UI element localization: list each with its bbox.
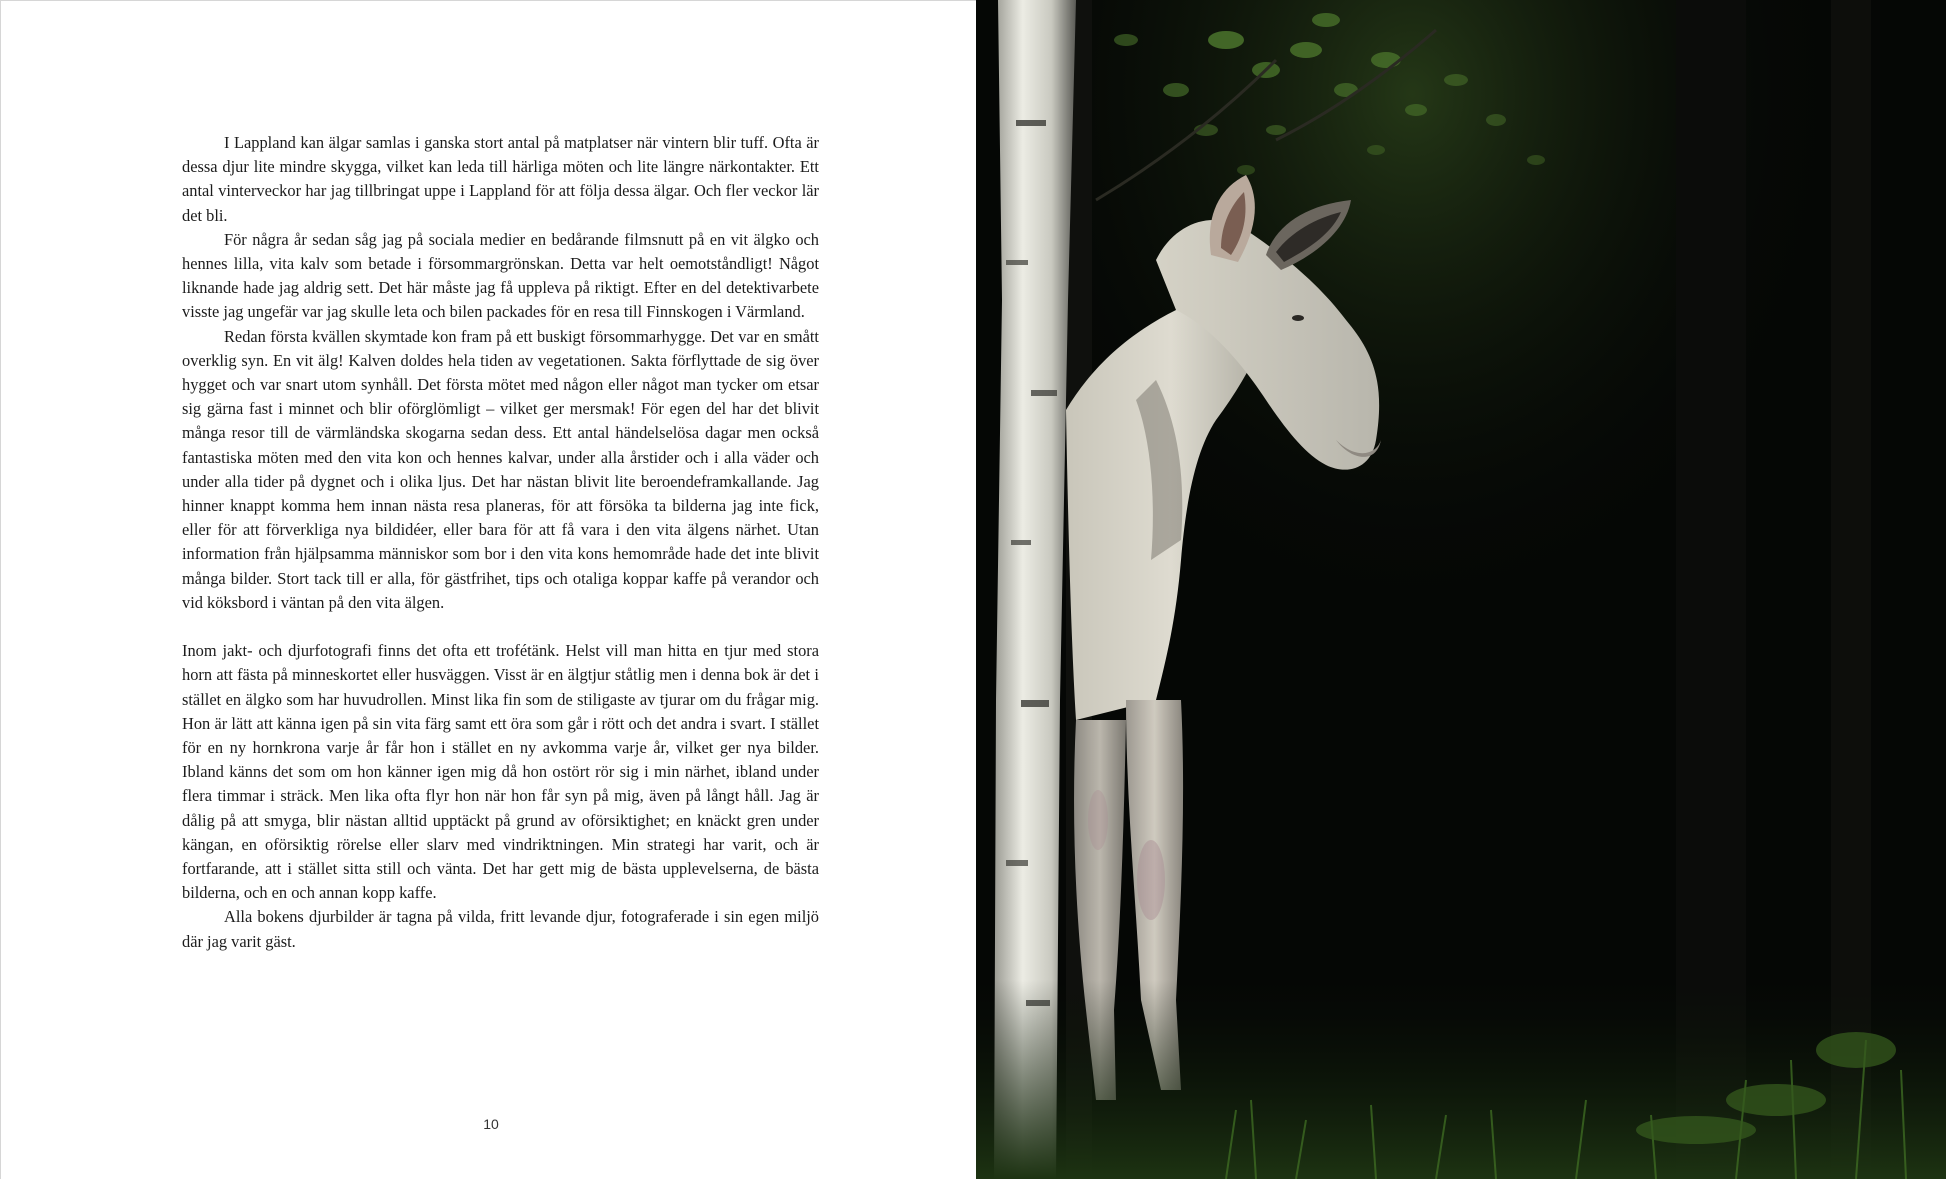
paragraph-2: För några år sedan såg jag på sociala medier en bedårande filmsnutt på en vit älgko och hennes lilla, vita kalv som betade i försommargrönskan. Detta var helt oemotståndligt! Något liknande hade jag aldrig sett. Det här måste jag få uppleva på riktigt. Efter en del detektivarbete visste jag ungefär var jag skulle leta och bilen packades för en resa till Finnskogen i Värmland. (182, 229, 819, 322)
grass-ground (976, 980, 1946, 1179)
paragraph-4: Inom jakt- och djurfotografi finns det ofta ett trofétänk. Helst vill man hitta en tjur med stora horn att fästa på minneskortet eller husväggen. Visst är en älgtjur ståtlig men i denna bok är det i stället en älgko som har huvudrollen. Minst lika fin som de stiligaste av tjurar om du frågar mig. Hon är lätt att känna igen på sin vita färg samt ett öra som går i rött och det andra i svart. I stället för en ny hornkrona varje år får hon i stället en ny avkomma varje år, vilket ger nya bilder. Ibland känns det som om hon känner igen mig då hon ostört rör sig i min närhet, ibland under flera timmar i sträck. Men lika ofta flyr hon när hon får syn på mig, även på långt håll. Jag är dålig på att smyga, blir nästan alltid upptäckt på grund av oförsiktighet; en knäckt gren under kängan, en oförsiktig rörelse eller slarv med vindriktningen. Min strategi har varit, och är fortfarande, att i stället sitta still och vänta. Det har gett mig de bästa upplevelserna, de bästa bilderna, och en och annan kopp kaffe. (182, 641, 819, 903)
paragraph-3: Redan första kvällen skymtade kon fram på ett buskigt försommarhygge. Det var en smått overklig syn. En vit älg! Kalven doldes hela tiden av vegetationen. Sakta förflyttade de sig över hygget och var snart utom synhåll. Det första mötet med någon eller något man tycker om etsar sig gärna fast i minnet och blir oförglömligt – vilket ger mersmak! För egen del har det blivit många resor till de värmländska skogarna sedan dess. Ett antal händelselösa dagar men också fantastiska möten med den vita kon och hennes kalvar, under alla årstider och i alla väder och under alla tider på dygnet och i olika ljus. Det har nästan blivit lite beroendeframkallande. Jag hinner knappt komma hem innan nästa resa planeras, för att försöka ta bilderna jag inte fick, eller för att förverkliga nya bildidéer, eller bara för att få vara i den vita älgens närhet. Utan information från hjälpsamma människor som bor i den vita kons hemområde hade det inte blivit många bilder. Stort tack till er alla, för gästfrihet, tips och otaliga koppar kaffe på verandor och vid köksbord i väntan på den vita älgen. (182, 326, 819, 612)
page-number: 10 (483, 1116, 499, 1132)
paragraph-5: Alla bokens djurbilder är tagna på vilda, fritt levande djur, fotograferade i sin egen miljö där jag varit gäst. (182, 907, 819, 951)
section-break (182, 615, 819, 639)
right-page-photo (976, 0, 1946, 1179)
body-text (182, 131, 819, 954)
white-moose-photo (976, 0, 1946, 1179)
paragraph-1: I Lappland kan älgar samlas i ganska stort antal på matplatser när vintern blir tuff. Ofta är dessa djur lite mindre skygga, vilket kan leda till härliga möten och lite längre närkontakter. Ett antal vinterveckor har jag tillbringat uppe i Lappland för att följa dessa älgar. Och fler veckor lär det bli. (182, 133, 819, 225)
